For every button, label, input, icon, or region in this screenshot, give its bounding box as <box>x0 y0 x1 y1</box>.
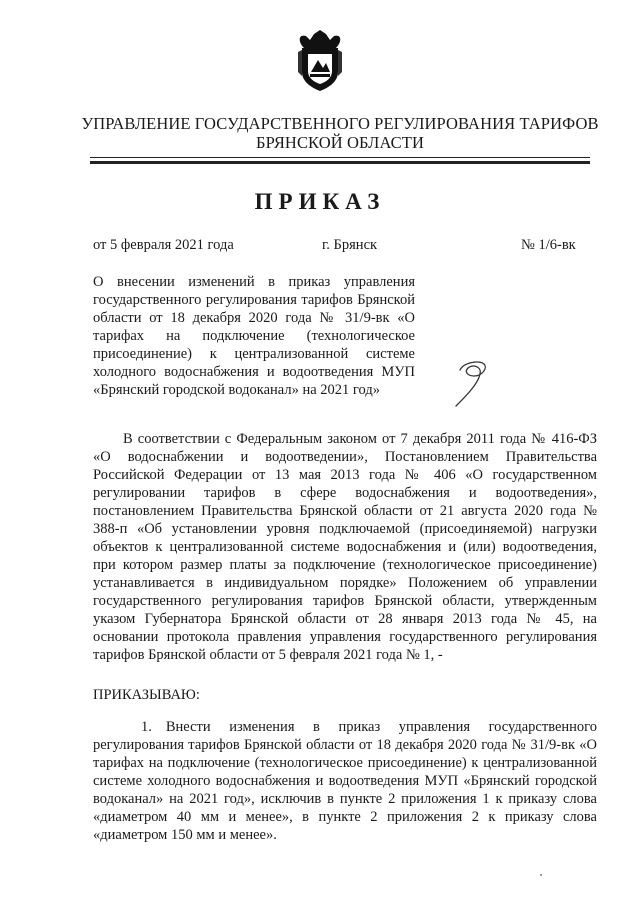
handwritten-mark-icon <box>452 356 490 408</box>
document-number: № 1/6-вк <box>521 237 576 253</box>
organization-name-line-2: БРЯНСКОЙ ОБЛАСТИ <box>256 133 424 152</box>
order-item-number: 1. <box>141 719 152 735</box>
document-city: г. Брянск <box>322 237 378 253</box>
order-item-text: Внести изменения в приказ управления государственного регулирования тарифов Брянской области от 18 декабря 2020 года № 31/9-вк «О тарифах на подключение (технологическое присоединение) к централизованной системе холодного водоснабжения и водоотведения МУП «Брянский городской водоканал» на 2021 год», исключив в пункте 2 приложения 1 к приказу слова «диаметром 40 мм и менее», в пункте 2 приложения 2 к приказу слова «диаметром 150 мм и менее». <box>93 719 597 843</box>
order-item <box>93 718 597 844</box>
document-subject: О внесении изменений в приказ управления государственного регулирования тарифов Брянской области от 18 декабря 2020 года № 31/9-вк «О тарифах на подключение (технологическое присоединение) к централизованной системе холодного водоснабжения и водоотведения МУП «Брянский городской водоканал» на 2021 год» <box>93 274 415 398</box>
document-title: ПРИКАЗ <box>254 189 386 214</box>
scan-speck <box>540 874 542 876</box>
header-divider-thick <box>90 161 590 164</box>
coat-of-arms-icon <box>296 28 344 92</box>
document-basis-paragraph: В соответствии с Федеральным законом от 7 декабря 2011 года № 416-ФЗ «О водоснабжении и водоотведении», Постановлением Правительства Российской Федерации от 13 мая 2013 года № 406 «О государственном регулировании тарифов в сфере водоснабжения и водоотведения», постановлением Правительства Брянской области от 21 августа 2020 года № 388-п «Об установлении уровня подключаемой (присоединяемой) нагрузки объектов к централизованной системе водоснабжения и (или) водоотведения, при котором размер платы за подключение (технологическое присоединение) устанавливается в индивидуальном порядке» Положением об управлении государственного регулирования тарифов Брянской области, утвержденным указом Губернатора Брянской области от 28 января 2013 года № 45, на основании протокола правления управления государственного регулирования тарифов Брянской области от 5 февраля 2021 года № 1, - <box>93 431 597 663</box>
header-divider-thin <box>90 157 590 158</box>
organization-name-line-1: УПРАВЛЕНИЕ ГОСУДАРСТВЕННОГО РЕГУЛИРОВАНИЯ ТАРИФОВ <box>81 114 599 133</box>
order-heading: ПРИКАЗЫВАЮ: <box>93 687 200 703</box>
document-date: от 5 февраля 2021 года <box>93 237 234 253</box>
